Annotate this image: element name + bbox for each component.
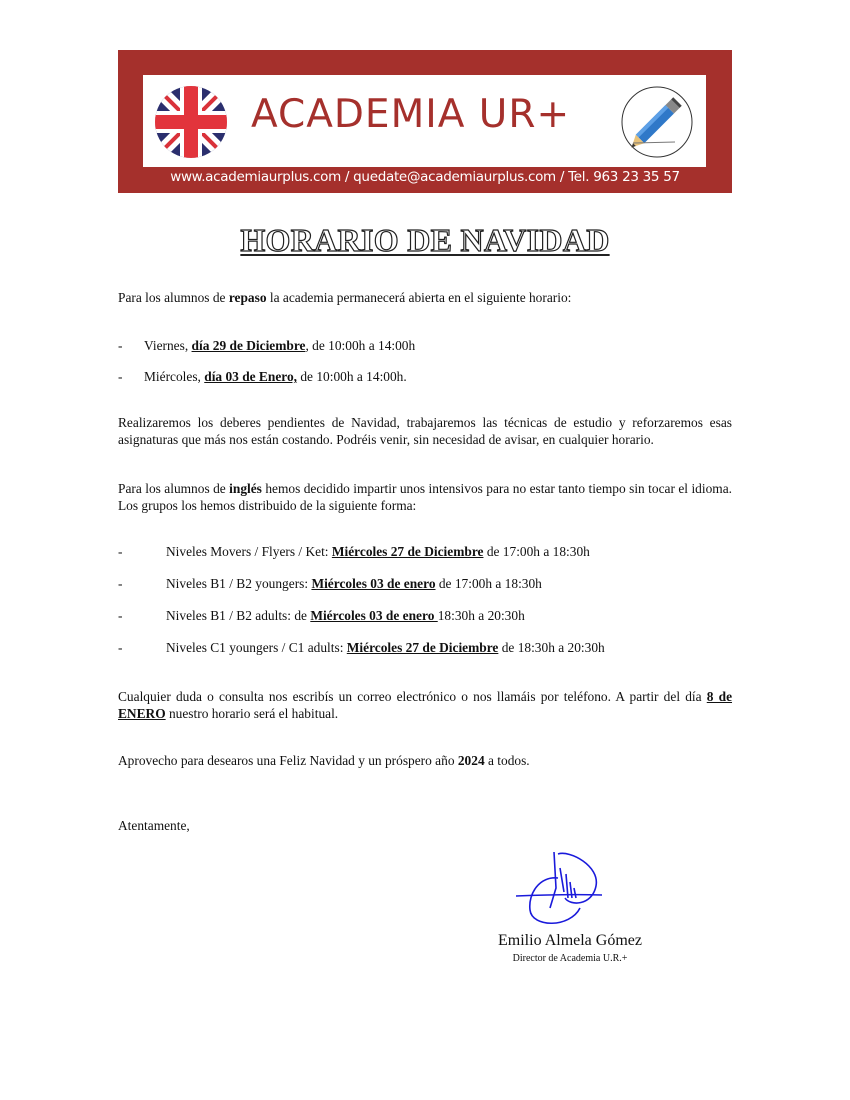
para-text-end: hemos decidido impartir unos intensivos para no estar tanto tiempo sin tocar el idioma. Los grupos los hemos distribuido de la siguiente forma: bbox=[118, 481, 732, 513]
para-text-end: a todos. bbox=[484, 753, 530, 768]
contact-line: www.academiaurplus.com / quedate@academiaurplus.com / Tel. 963 23 35 57 bbox=[170, 169, 680, 185]
signatory-name: Emilio Almela Gómez bbox=[498, 932, 642, 949]
list-dash: - bbox=[118, 544, 123, 559]
brand-name: ACADEMIA UR+ bbox=[251, 92, 571, 137]
list-dash: - bbox=[118, 640, 123, 655]
list-dash: - bbox=[118, 338, 123, 353]
paragraph-felicitacion bbox=[118, 752, 732, 769]
header-banner bbox=[118, 50, 732, 193]
item-time: , de 10:00h a 14:00h bbox=[305, 338, 416, 353]
para-bold: inglés bbox=[229, 481, 262, 496]
item-date: Miércoles 03 de enero bbox=[310, 608, 438, 623]
intro-text-end: la academia permanecerá abierta en el siguiente horario: bbox=[266, 290, 572, 305]
union-jack-flag-icon bbox=[154, 85, 228, 159]
item-text: Viernes, bbox=[144, 338, 192, 353]
item-text: Niveles B1 / B2 adults: de bbox=[166, 608, 311, 623]
item-date: día 29 de Diciembre bbox=[191, 338, 306, 353]
signatory-role: Director de Academia U.R.+ bbox=[512, 953, 628, 964]
item-text: Miércoles, bbox=[144, 369, 205, 384]
paragraph-ingles bbox=[118, 480, 732, 514]
item-time: de 17:00h a 18:30h bbox=[483, 544, 590, 559]
para-year: 2024 bbox=[457, 753, 485, 768]
list-dash: - bbox=[118, 369, 123, 384]
page-title: HORARIO DE NAVIDAD bbox=[240, 222, 610, 258]
item-text: Niveles C1 youngers / C1 adults: bbox=[166, 640, 347, 655]
paragraph-deberes: Realizaremos los deberes pendientes de Navidad, trabajaremos las técnicas de estudio y reforzaremos esas asignaturas que más nos están costando. Podréis venir, sin necesidad de avisar, en cualquier horario. bbox=[118, 415, 732, 447]
item-time: 18:30h a 20:30h bbox=[437, 608, 525, 623]
list-dash: - bbox=[118, 576, 123, 591]
intro-bold: repaso bbox=[228, 290, 267, 305]
item-text: Niveles B1 / B2 youngers: bbox=[166, 576, 312, 591]
pencil-icon bbox=[619, 85, 695, 159]
para-date: 8 de ENERO bbox=[118, 689, 733, 721]
signature-image bbox=[510, 848, 610, 930]
para-text-end: nuestro horario será el habitual. bbox=[165, 706, 339, 721]
item-time: de 17:00h a 18:30h bbox=[435, 576, 542, 591]
item-date: Miércoles 03 de enero bbox=[311, 576, 436, 591]
para-text: Aprovecho para desearos una Feliz Navidad y un próspero año bbox=[118, 753, 458, 768]
item-date: Miércoles 27 de Diciembre bbox=[346, 640, 499, 655]
closing: Atentamente, bbox=[118, 818, 190, 833]
para-text: Cualquier duda o consulta nos escribís un correo electrónico o nos llamáis por teléfono. A partir del día bbox=[118, 689, 707, 704]
item-text: Niveles Movers / Flyers / Ket: bbox=[166, 544, 332, 559]
intro-paragraph bbox=[118, 289, 732, 306]
list-dash: - bbox=[118, 608, 123, 623]
item-time: de 18:30h a 20:30h bbox=[498, 640, 605, 655]
item-time: de 10:00h a 14:00h. bbox=[297, 369, 407, 384]
paragraph-consulta bbox=[118, 688, 732, 722]
para-text: Para los alumnos de bbox=[118, 481, 230, 496]
intro-text: Para los alumnos de bbox=[118, 290, 229, 305]
header-logo-panel bbox=[143, 75, 706, 167]
item-date: día 03 de Enero, bbox=[204, 369, 298, 384]
item-date: Miércoles 27 de Diciembre bbox=[331, 544, 484, 559]
